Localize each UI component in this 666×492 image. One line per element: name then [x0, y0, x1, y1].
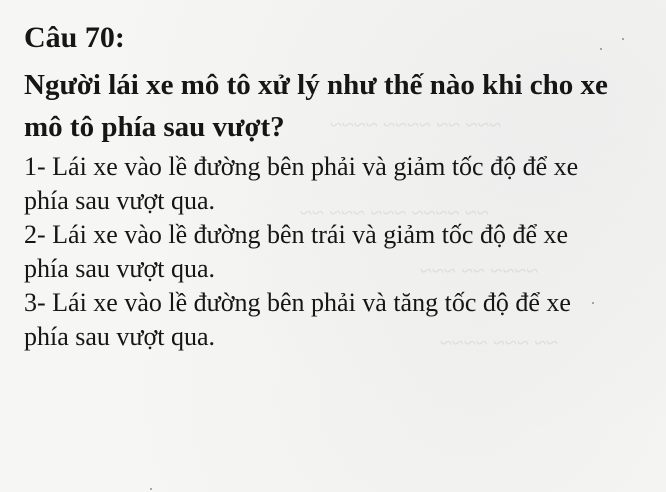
- answer-option-1: [24, 150, 666, 218]
- question-line: Người lái xe mô tô xử lý như thế nào khi cho xe: [24, 69, 608, 101]
- answer-option-2: [24, 218, 666, 286]
- dust-speck: [600, 48, 602, 50]
- answer-line: 3- Lái xe vào lề đường bên phải và tăng tốc độ để xe: [24, 288, 571, 317]
- bleed-through-mark: ~~~ ~~ ~~~~ ~~~~: [330, 112, 502, 137]
- bleed-through-mark: ~~ ~~~~ ~~~ ~~~ ~~: [300, 200, 489, 225]
- answer-line: phía sau vượt qua.: [24, 186, 216, 215]
- bleed-through-mark: ~~ ~~~ ~~~~: [440, 330, 559, 355]
- answer-line: phía sau vượt qua.: [24, 254, 216, 283]
- question-line: mô tô phía sau vượt?: [24, 111, 285, 143]
- answer-line: phía sau vượt qua.: [24, 322, 216, 351]
- question-number-heading: Câu 70:: [24, 21, 125, 54]
- answer-line: 1- Lái xe vào lề đường bên phải và giảm tốc độ để xe: [24, 152, 579, 181]
- bleed-through-mark: ~~~~ ~~ ~~~: [420, 258, 539, 283]
- dust-speck: [622, 38, 624, 40]
- answer-line: 2- Lái xe vào lề đường bên trái và giảm tốc độ để xe: [24, 220, 569, 249]
- answer-options: [24, 150, 666, 354]
- question-text: [24, 64, 666, 148]
- dust-speck: [150, 488, 152, 490]
- answer-option-3: [24, 286, 666, 354]
